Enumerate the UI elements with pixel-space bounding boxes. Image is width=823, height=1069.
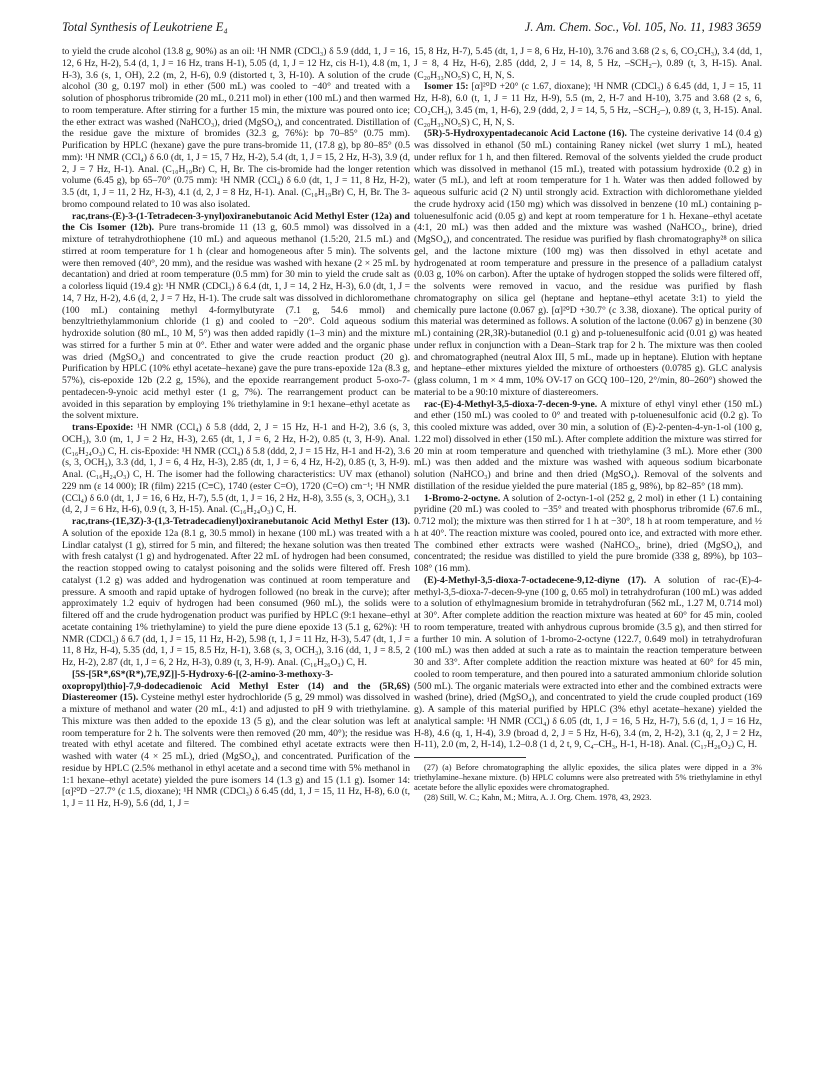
paragraph [414, 493, 762, 575]
paragraph [414, 128, 762, 398]
footnote: (27) (a) Before chromatographing the allylic epoxides, the silica plates were dipped in a 3% triethylamine–hexane mixture. (b) HPLC columns were also pretreated with 5% triethylamine in ethyl acetate before the allylic epoxides were chromatographed. [414, 763, 762, 792]
compound-heading: Isomer 15: [424, 81, 469, 93]
paragraph-text: [α]²⁰D +20° (c 1.67, dioxane); ¹H NMR (CDCl₃) δ 6.45 (dd, 1, J = 15, 11 Hz, H-8), 6.0 (t, 1, J = 11 Hz, H-9), 5.5 (m, 2, H-7 and H-10), 3.75 and 3.68 (2 s, 6, CO₂CH₃), 3.45 (m, 1, H-6), 2.9 (ddd, 2, J = 14, 5, 5 Hz, –SCH₂–), 0.89 (t, 3, H-15). Anal. (C₂₀H₃₃NO₅S) C, H, N, S. [414, 81, 762, 128]
compound-heading: trans-Epoxide: [72, 422, 134, 433]
paragraph-text: A solution of 2-octyn-1-ol (252 g, 2 mol) in ether (1 L) containing pyridine (20 mL) was cooled to −35° and treated with phosphorus tribromide (67.6 mL, 0.712 mol); the mixture was then stirred for 1 h at −30°, 18 h at room temperature, and ½ h at 40°. The reaction mixture was cooled, poured onto ice, and extracted with more ether. The combined ether extracts were washed (NaHCO₃, brine), dried (MgSO₄), and concentrated; the residue was distilled to yield the pure bromide (338 g, 89%), bp 103–108° (16 mm). [414, 492, 762, 574]
paragraph [414, 575, 762, 751]
running-title: Total Synthesis of Leukotriene E₄ [62, 20, 228, 34]
footnote-rule [414, 757, 526, 758]
compound-heading: rac-(E)-4-Methyl-3,5-dioxa-7-decen-9-yne. [424, 398, 598, 410]
paragraph [62, 211, 410, 423]
journal-citation: J. Am. Chem. Soc., Vol. 105, No. 11, 1983 3659 [524, 20, 761, 34]
paragraph-text: Cysteine methyl ester hydrochloride (5 g, 29 mmol) was dissolved in a mixture of methanol and water (20 mL, 4:1) and adjusted to pH 9 with triethylamine. This mixture was then added to the epoxide 13 (5 g), and the clear solution was left at room temperature for 2 h. The solvents were then removed (20 mm, 40°); the residue was treated with ethyl acetate and filtered. The combined ethyl acetate extracts were then washed with water (4 × 25 mL), dried (MgSO₄), and concentrated. Purification of the residue by HPLC (2.5% methanol in ethyl acetate and a second time with 5% methanol in 1:1 hexane–ethyl acetate) yielded the pure isomers 14 (1.3 g) and 15 (1.1 g). Isomer 14: [α]²⁰D −27.7° (c 1.5, dioxane); ¹H NMR (CDCl₃) δ 6.45 (dd, 1, J = 15, 11 Hz, H-8), 6.0 (t, 1, J = 11 Hz, H-9), 5.6 (dd, 1, J = [62, 692, 410, 809]
compound-heading: rac,trans-(1E,3Z)-3-(1,3-Tetradecadienyl)oxiranebutanoic Acid Methyl Ester (13). [72, 516, 410, 527]
paragraph-text: A mixture of ethyl vinyl ether (150 mL) and ether (150 mL) was cooled to 0° and treated with p-toluenesulfonic acid (0.2 g). To this cooled mixture was added, over 30 min, a solution of (E)-2-penten-4-yn-1-ol (100 g, 1.22 mol) dissolved in ether (150 mL). After complete addition the mixture was stirred for 20 min at room temperature and quenched with triethylamine (3 mL). More ether (300 mL) was then added and the mixture was washed with aqueous sodium bicarbonate solution (NaHCO₃) and brine and then dried (MgSO₄). Removal of the solvents and distillation of the residue yielded the pure material (185 g, 98%), bp 82–85° (18 mm). [414, 398, 762, 492]
left-column [62, 46, 410, 810]
paragraph-text: A solution of the epoxide 12a (8.1 g, 30.5 mmol) in hexane (100 mL) was treated with a Lindlar catalyst (1 g), stirred for 5 min, and filtered; the hexane solution was then treated with fresh catalyst (1 g) and hydrogenated. After 22 mL of hydrogen had been consumed, the reaction stopped owing to catalyst poisoning and the solids were filtered off. Fresh catalyst (1.2 g) was added and hydrogenation was continued at room temperature and pressure. A smooth and rapid uptake of hydrogen followed (no break in the curve); after approximately 1.2 equiv of hydrogen had been consumed (960 mL), the solids were filtered off and the crude hydrogenation product was purified by HPLC (9:1 hexane–ethyl acetate containing 1% triethylamine) to yield the pure diene epoxide 13 (5.1 g, 62%): ¹H NMR (CDCl₃) δ 6.7 (dd, 1, J = 15, 11 Hz, H-2), 5.98 (t, 1, J = 11 Hz, H-3), 5.47 (dt, 1, J = 11, 8 Hz, H-4), 5.35 (dd, 1, J = 15, 8.5 Hz, H-1), 3.68 (s, 3, OCH₃), 3.16 (dd, 1, J = 8.5, 2 Hz, H-2), 2.87 (dt, 1, J = 6, 2 Hz, H-3), 0.89 (t, 3, H-9). Anal. (C₁₆H₂₆O₃) C, H. [62, 527, 410, 668]
paragraph [62, 669, 410, 810]
paragraph [62, 516, 410, 669]
paragraph-text: Pure trans-bromide 11 (13 g, 60.5 mmol) was dissolved in a mixture of tetrahydrothiophene (10 mL) and aqueous methanol (1.5:20, 21.5 mL) and stirred at room temperature for 1 h (clear and homogeneous after 5 min). The solvents were then removed (40°, 20 mm), and the residue was washed with hexane (2 × 25 mL by decantation) and dried at room temperature (0.5 mm) for 30 min to yield the crude salt as a colorless liquid (19.4 g): ¹H NMR (CDCl₃) δ 6.4 (dt, 1, J = 14, 2 Hz, H-3), 6.0 (dt, 1, J = 14, 7 Hz, H-2), 4.6 (d, 2, J = 7 Hz, H-1). The crude salt was dissolved in dichloromethane (100 mL) containing methyl 4-formylbutyrate (7.1 g, 54.6 mmol) and benzyltriethylammonium chloride (1 g) and cooled to −20°. Cold aqueous sodium hydroxide solution (80 mL, 10 M, 5°) was then added rapidly (1–3 min) and the mixture was stirred for a further 5 min at 0°. Ether and water were added and the organic phase was dried (MgSO₄) and concentrated to give the crude reaction product (20 g). Purification by HPLC (10% ethyl acetate–hexane) gave the pure trans-epoxide 12a (8.3 g, 57%), cis-epoxide 12b (2.2 g, 15%), and the epoxide rearrangement product 5-oxo-7-pentadecen-9-ynoic acid methyl ester (1 g, 7%). The rearrangement product can be avoided in this separation by employing 1% triethylamine in 9:1 hexane–ethyl acetate as the solvent mixture. [62, 222, 410, 422]
paragraph-text: 15, 8 Hz, H-7), 5.45 (dt, 1, J = 8, 6 Hz, H-10), 3.76 and 3.68 (2 s, 6, CO₂CH₃), 3.4 (dd, 1, J = 8, 4 Hz, H-6), 2.85 (ddd, 2, J = 14, 8, 5 Hz, –SCH₂–), 0.89 (t, 3, H-15). Anal. (C₂₀H₃₃NO₅S) C, H, N, S. [414, 46, 762, 81]
compound-heading: (E)-4-Methyl-3,5-dioxa-7-octadecene-9,12-diyne (17). [424, 574, 647, 586]
paragraph [62, 46, 410, 211]
paragraph-text: to yield the crude alcohol (13.8 g, 90%) as an oil: ¹H NMR (CDCl₃) δ 5.9 (ddd, 1, J = 16, 12, 6 Hz, H-2), 5.4 (d, 1, J = 16 Hz, trans H-1), 5.05 (d, 1, J = 12 Hz, cis H-1), 4.8 (m, 1, H-3), 3.6 (s, 1, OH), 2.2 (m, 2, H-6), 0.9 (distorted t, 3, H-10). A solution of the crude alcohol (30 g, 0.197 mol) in ether (500 mL) was cooled to −40° and treated with a solution of phosphorus tribromide (20 mL, 0.211 mol) in ether (100 mL) and then warmed to room temperature. After stirring for a further 15 min, the mixture was poured onto ice; the ether extract was washed (NaHCO₃), dried (MgSO₄), and concentrated. Distillation of the residue gave the mixture of bromides (32.3 g, 76%): bp 70–85° (0.75 mm). Purification by HPLC (hexane) gave the pure trans-bromide 11, (17.8 g), bp 80–85° (0.5 mm): ¹H NMR (CCl₄) δ 6.0 (dt, 1, J = 15, 7 Hz, H-2), 5.4 (dt, 1, J = 15, 2 Hz, H-3), 3.9 (d, 2, J = 7 Hz, H-1). Anal. (C₁₀H₁₉Br) C, H, Br. The cis-bromide had the longer retention volume (6.45 g), bp 65–70° (0.75 mm): ¹H NMR (CCl₄) δ 6.0 (dt, 1, J = 11, 8 Hz, H-2), 3.5 (dt, 1, J = 11, 2 Hz, H-3), 4.1 (d, 2, J = 8 Hz, H-1). Anal. (C₁₀H₁₉Br) C, H, Br. The 3-bromo compound related to 10 was also isolated. [62, 46, 410, 210]
footnote: (28) Still, W. C.; Kahn, M.; Mitra, A. J. Org. Chem. 1978, 43, 2923. [424, 793, 652, 802]
paragraph [414, 81, 762, 128]
paragraph-text: The cysteine derivative 14 (0.4 g) was dissolved in ethanol (50 mL) containing Raney nickel (wet slurry 1 mL), heated under reflux for 1 h, and then filtered. Removal of the solvents yielded the crude product which was dissolved in methanol (15 mL), treated with potassium hydroxide (0.2 g) in water (5 mL), and left at room temperature for 1 h. Water was then added followed by aqueous sulfuric acid (2 N) until strongly acid. Extraction with dichloromethane yielded the crude hydroxy acid (150 mg) which was dissolved in benzene (10 mL) containing p-toluenesulfonic acid (0.05 g) and kept at room temperature for 1 h. Hexane–ethyl acetate (4:1, 20 mL) was then added and the mixture was washed (NaHCO₃, brine), dried (MgSO₄), and concentrated. The residue was purified by flash chromatography²⁸ on silica gel, and the lactone mixture (100 mg) was then dissolved in ethyl acetate and hydrogenated at room temperature and pressure in the presence of a palladium catalyst (0.03 g, 10% on carbon). After the uptake of hydrogen stopped the solids were filtered off, the solvents were removed in vacuo, and the residue was purified by flash chromatography on silica gel (heptane and heptane–ethyl acetate 3:1) to yield the chemically pure lactone (0.067 g). [α]²⁰D +30.7° (c 3.38, dioxane). The optical purity of this material was determined as follows. A solution of the lactone (0.067 g) in benzene (30 mL) containing (2R,3R)-butanediol (0.1 g) and p-toluenesulfonic acid (0.01 g) was heated under reflux in conjunction with a Dean–Stark trap for 2 h. The mixture was then cooled and chromatographed (neutral Alox III, 5 mL, made up in heptane). Elution with heptane and heptane–ether mixtures yielded the mixture of orthoesters (0.0785 g). GLC analysis (glass column, 1 m × 4 mm, 10% OV-17 on GCQ 100–120, 2°/min, 80–260°) showed the material to be a 90:10 mixture of diastereomers. [414, 128, 762, 398]
paragraph-text: A solution of rac-(E)-4-methyl-3,5-dioxa-7-decen-9-yne (100 g, 0.65 mol) in tetrahydrofuran (100 mL) was added to a solution of ethylmagnesium bromide in tetrahydrofuran (562 mL, 1.27 M, 0.714 mol) at 30°. After complete addition the reaction mixture was heated at 60° for 45 min, cooled to room temperature, treated with anhydrous cuprous bromide (3.5 g), and then stirred for a further 10 min. A solution of 1-bromo-2-octyne (122.7, 0.649 mol) in tetrahydrofuran (100 mL) was then added at such a rate as to maintain the reaction temperature between 30 and 33°. After complete addition the reaction mixture was heated at 60° for 45 min, cooled to room temperature, and then poured into a saturated ammonium chloride solution (500 mL). The organic materials were extracted into ether and the combined extracts were washed (brine), dried (MgSO₄), and concentrated to yield the crude coupled product (169 g). A sample of this material purified by HPLC (3% ethyl acetate–hexane) yielded the analytical sample: ¹H NMR (CCl₄) δ 6.05 (dt, 1, J = 16, 5 Hz, H-7), 5.6 (d, 1, J = 16 Hz, H-8), 4.6 (q, 1, H-4), 3.9 (broad d, 2, J = 5 Hz, H-6), 3.4 (m, 2, H-2), 3.1 (q, 2, J = 2 Hz, H-11), 2.0 (m, 2, H-14), 1.2–0.8 (1 d, 2 t, 9, C₄–CH₃, H-1, H-18). Anal. (C₁₇H₂₆O₂) C, H. [414, 574, 763, 751]
paragraph-text: ¹H NMR (CCl₄) δ 5.8 (ddd, 2, J = 15 Hz, H-1 and H-2), 3.6 (s, 3, OCH₃), 3.0 (m, 1, J = 2 Hz, H-3), 2.65 (dt, 1, J = 6, 2 Hz, H-2), 0.85 (t, 3, H-9). Anal. (C₁₆H₂₄O₃) C, H. cis-Epoxide: ¹H NMR (CCl₄) δ 5.8 (ddd, 2, J = 15 Hz, H-1 and H-2), 3.6 (s, 3, OCH₃), 3.3 (dd, 1, J = 6, 4 Hz, H-3), 2.85 (dt, 1, J = 6, 4 Hz, H-2), 0.85 (t, 3, H-9). Anal. (C₁₆H₂₄O₃) C, H. The isomer had the following characteristics: UV max (ethanol) 229 nm (ε 14 000); IR (film) 2215 (C≡C), 1740 (ester C=O), 1720 (C=O) cm⁻¹; ¹H NMR (CCl₄) δ 6.0 (dt, 1, J = 16, 6 Hz, H-7), 5.5 (dt, 1, J = 16, 2 Hz, H-8), 3.55 (s, 3, OCH₃), 3.1 (d, 2, J = 6 Hz, H-6), 0.9 (t, 3, H-15). Anal. (C₁₆H₂₄O₃) C, H. [62, 422, 410, 516]
running-header [62, 20, 761, 40]
compound-heading: [5S-[5R*,6S*(R*),7E,9Z]]-5-Hydroxy-6-[(2-amino-3-methoxy-3-oxopropyl)thio]-7,9-dodecadienoic Acid Methyl Ester (14) and the (5R,6S) Diastereomer (15). [62, 668, 410, 704]
compound-heading: (5R)-5-Hydroxypentadecanoic Acid Lactone (16). [424, 128, 627, 140]
paragraph [414, 46, 762, 81]
paragraph [414, 399, 762, 493]
compound-heading: 1-Bromo-2-octyne. [424, 492, 501, 504]
right-column [414, 46, 762, 803]
compound-heading: rac,trans-(E)-3-(1-Tetradecen-3-ynyl)oxiranebutanoic Acid Methyl Ester (12a) and the Cis Isomer (12b). [62, 210, 410, 234]
paragraph [62, 422, 410, 516]
